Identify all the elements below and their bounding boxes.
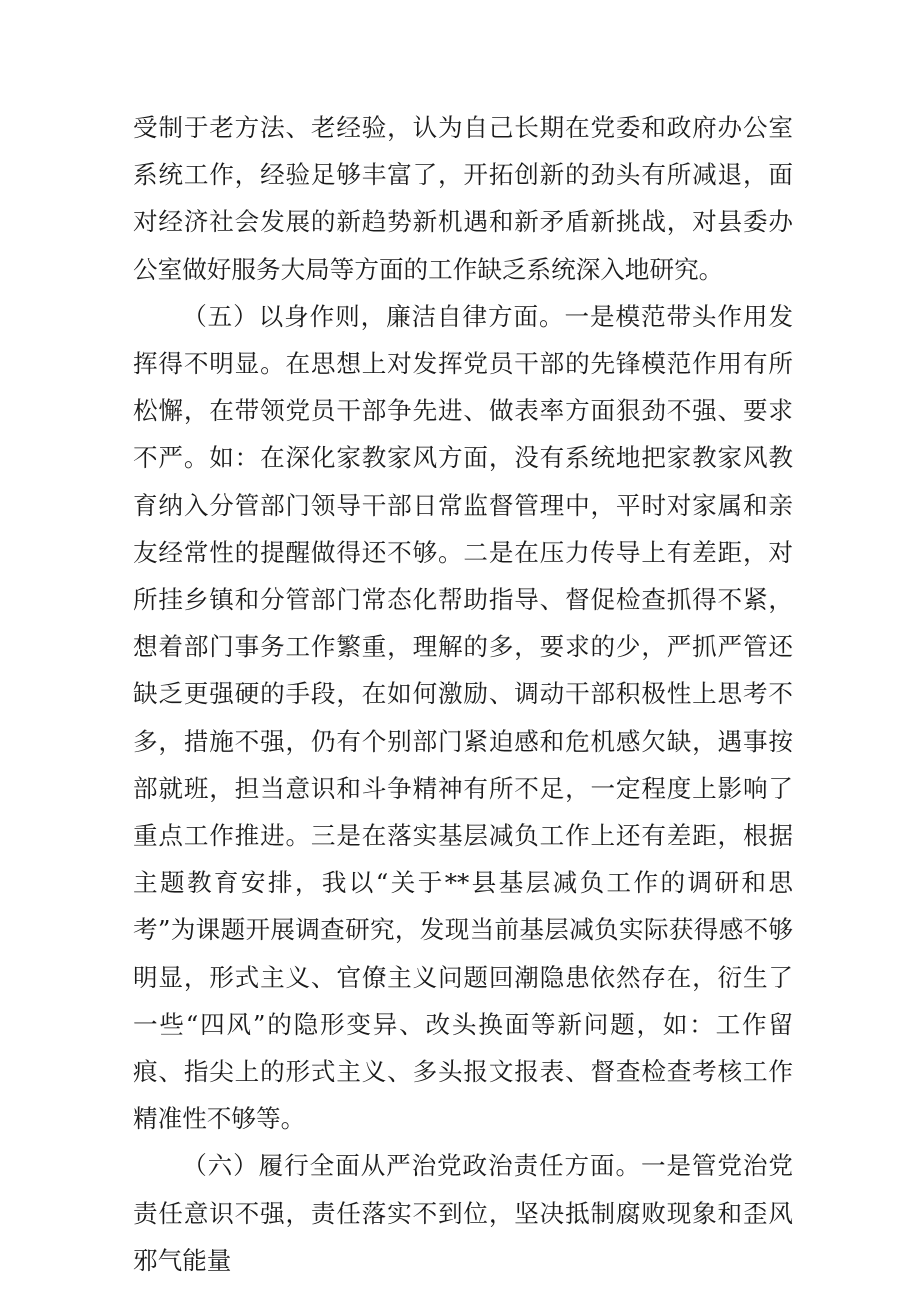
paragraph-continuation: 受制于老方法、老经验，认为自己长期在党委和政府办公室系统工作，经验足够丰富了，开拓创新的劲头有所减退，面对经济社会发展的新趋势新机遇和新矛盾新挑战，对县委办公室做好服务大局等方面的工作缺乏系统深入地研究。 — [133, 113, 793, 284]
paragraph-section-five: （五）以身作则，廉洁自律方面。一是模范带头作用发挥得不明显。在思想上对发挥党员干部的先锋模范作用有所松懈，在带领党员干部争先进、做表率方面狠劲不强、要求不严。如：在深化家教家风方面，没有系统地把家教家风教育纳入分管部门领导干部日常监督管理中，平时对家属和亲友经常性的提醒做得还不够。二是在压力传导上有差距，对所挂乡镇和分管部门常态化帮助指导、督促检查抓得不紧，想着部门事务工作繁重，理解的多，要求的少，严抓严管还缺乏更强硬的手段，在如何激励、调动干部积极性上思考不多，措施不强，仍有个别部门紧迫感和危机感欠缺，遇事按部就班，担当意识和斗争精神有所不足，一定程度上影响了重点工作推进。三是在落实基层减负工作上还有差距，根据主题教育安排，我以“关于**县基层减负工作的调研和思考”为课题开展调查研究，发现当前基层减负实际获得感不够明显，形式主义、官僚主义问题回潮隐患依然存在，衍生了一些“四风”的隐形变异、改头换面等新问题，如：工作留痕、指尖上的形式主义、多头报文报表、督查检查考核工作精准性不够等。 — [133, 301, 793, 1134]
document-body — [133, 104, 793, 1284]
paragraph-section-six: （六）履行全面从严治党政治责任方面。一是管党治党责任意识不强，责任落实不到位，坚决抵制腐败现象和歪风邪气能量 — [133, 1151, 793, 1275]
